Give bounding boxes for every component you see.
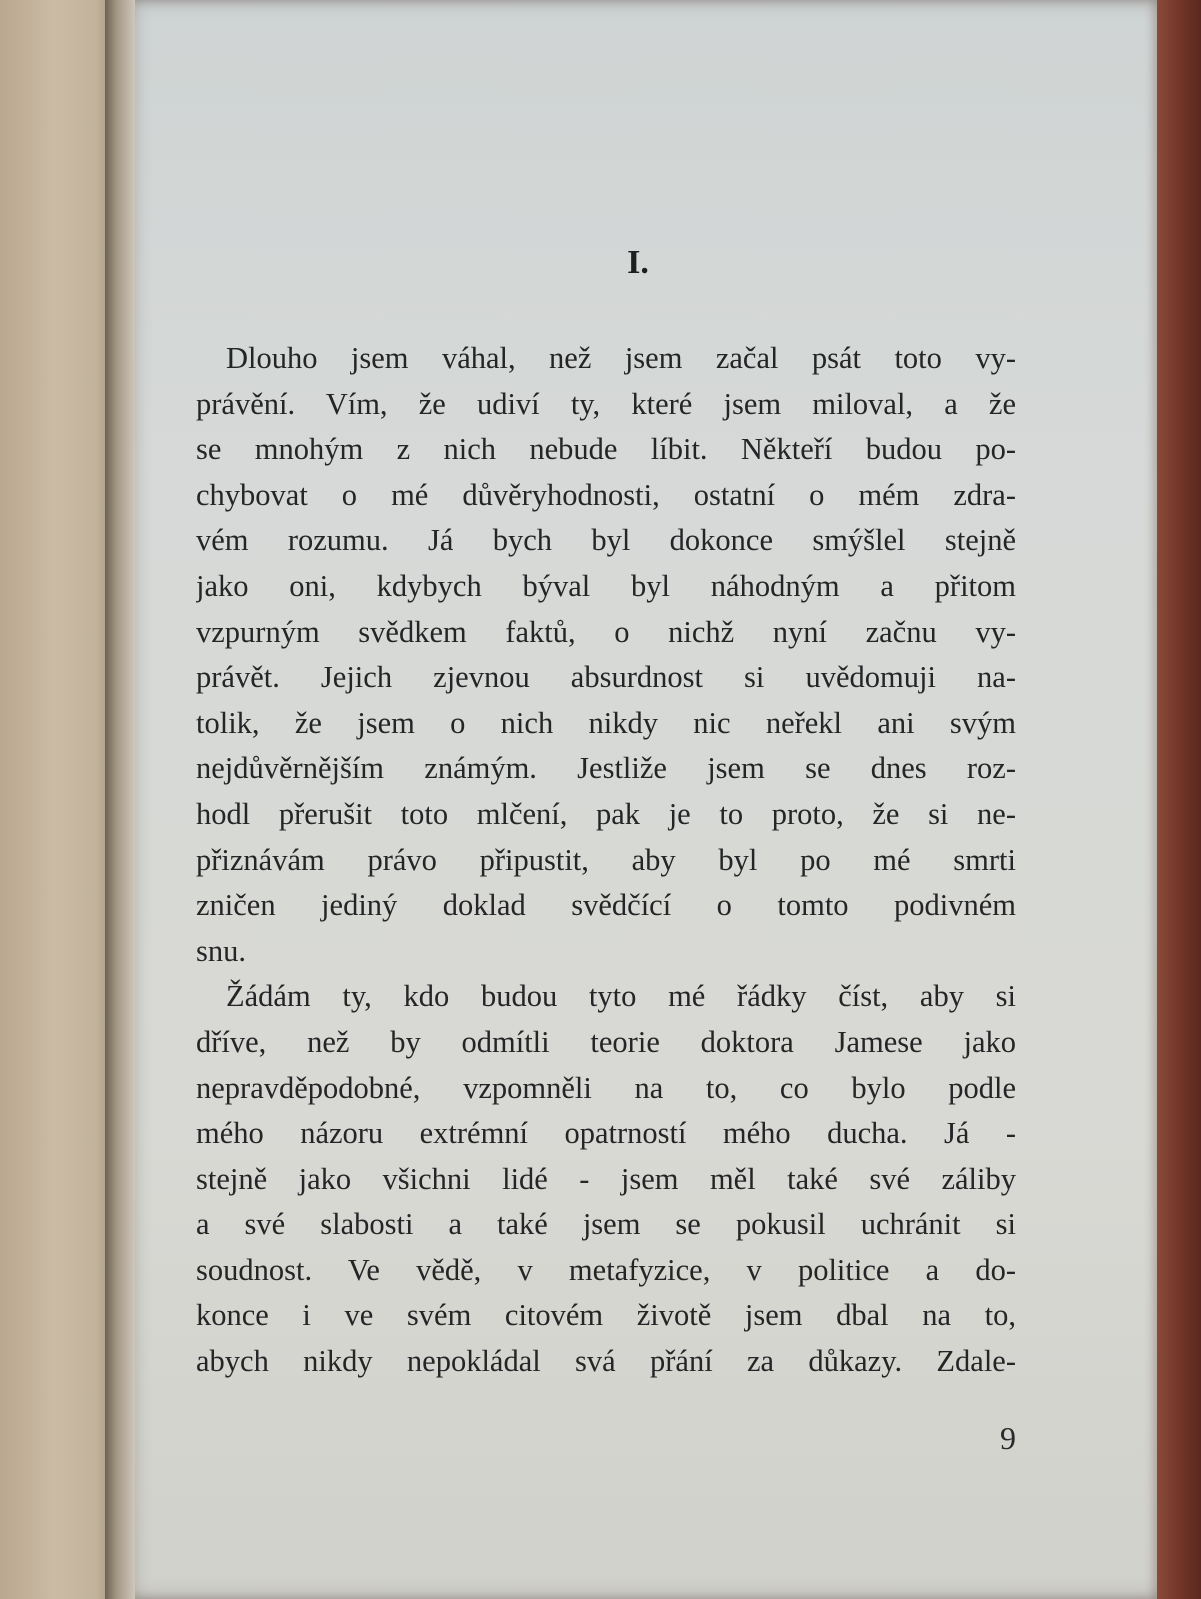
text-line: nepravděpodobné, vzpomněli na to, co bylo podle (196, 1070, 1016, 1105)
paragraph-2 (196, 974, 1016, 1384)
text-line: snu. (196, 933, 246, 968)
text-line: právění. Vím, že udiví ty, které jsem miloval, a že (196, 386, 1016, 421)
chapter-heading: I. (627, 244, 649, 281)
text-line: hodl přerušit toto mlčení, pak je to proto, že si ne- (196, 796, 1016, 831)
text-line: právět. Jejich zjevnou absurdnost si uvědomuji na- (196, 660, 1016, 695)
text-line: mého názoru extrémní opatrností mého ducha. Já - (196, 1116, 1016, 1151)
text-line: nejdůvěrnějším známým. Jestliže jsem se dnes roz- (196, 751, 1016, 786)
body-text (196, 336, 1016, 1385)
page-number: 9 (1000, 1420, 1016, 1456)
text-line: Dlouho jsem váhal, než jsem začal psát toto vy- (226, 341, 1016, 375)
book-gutter (105, 0, 135, 1599)
paragraph-1 (196, 336, 1016, 974)
text-line: přiznávám právo připustit, aby byl po mé smrti (196, 842, 1016, 877)
text-line: zničen jediný doklad svědčící o tomto podivném (196, 888, 1016, 923)
text-line: jako oni, kdybych býval byl náhodným a přitom (196, 568, 1016, 603)
book-cover-edge (1157, 0, 1201, 1599)
text-line: vzpurným svědkem faktů, o nichž nyní začnu vy- (196, 614, 1016, 649)
facing-page-edge (0, 0, 120, 1599)
text-line: soudnost. Ve vědě, v metafyzice, v politice a do- (196, 1252, 1016, 1287)
text-line: abych nikdy nepokládal svá přání za důkazy. Zdale- (196, 1344, 1016, 1379)
text-line: vém rozumu. Já bych byl dokonce smýšlel stejně (196, 523, 1016, 558)
text-line: stejně jako všichni lidé - jsem měl také své záliby (196, 1161, 1016, 1196)
text-line: se mnohým z nich nebude líbit. Někteří budou po- (196, 432, 1016, 467)
text-line: dříve, než by odmítli teorie doktora Jamese jako (196, 1024, 1016, 1059)
text-line: a své slabosti a také jsem se pokusil uchránit si (196, 1207, 1016, 1242)
text-line: tolik, že jsem o nich nikdy nic neřekl ani svým (196, 705, 1016, 740)
text-line: chybovat o mé důvěryhodnosti, ostatní o mém zdra- (196, 477, 1016, 512)
text-line: Žádám ty, kdo budou tyto mé řádky číst, aby si (226, 979, 1016, 1014)
text-line: konce i ve svém citovém životě jsem dbal na to, (196, 1298, 1016, 1333)
